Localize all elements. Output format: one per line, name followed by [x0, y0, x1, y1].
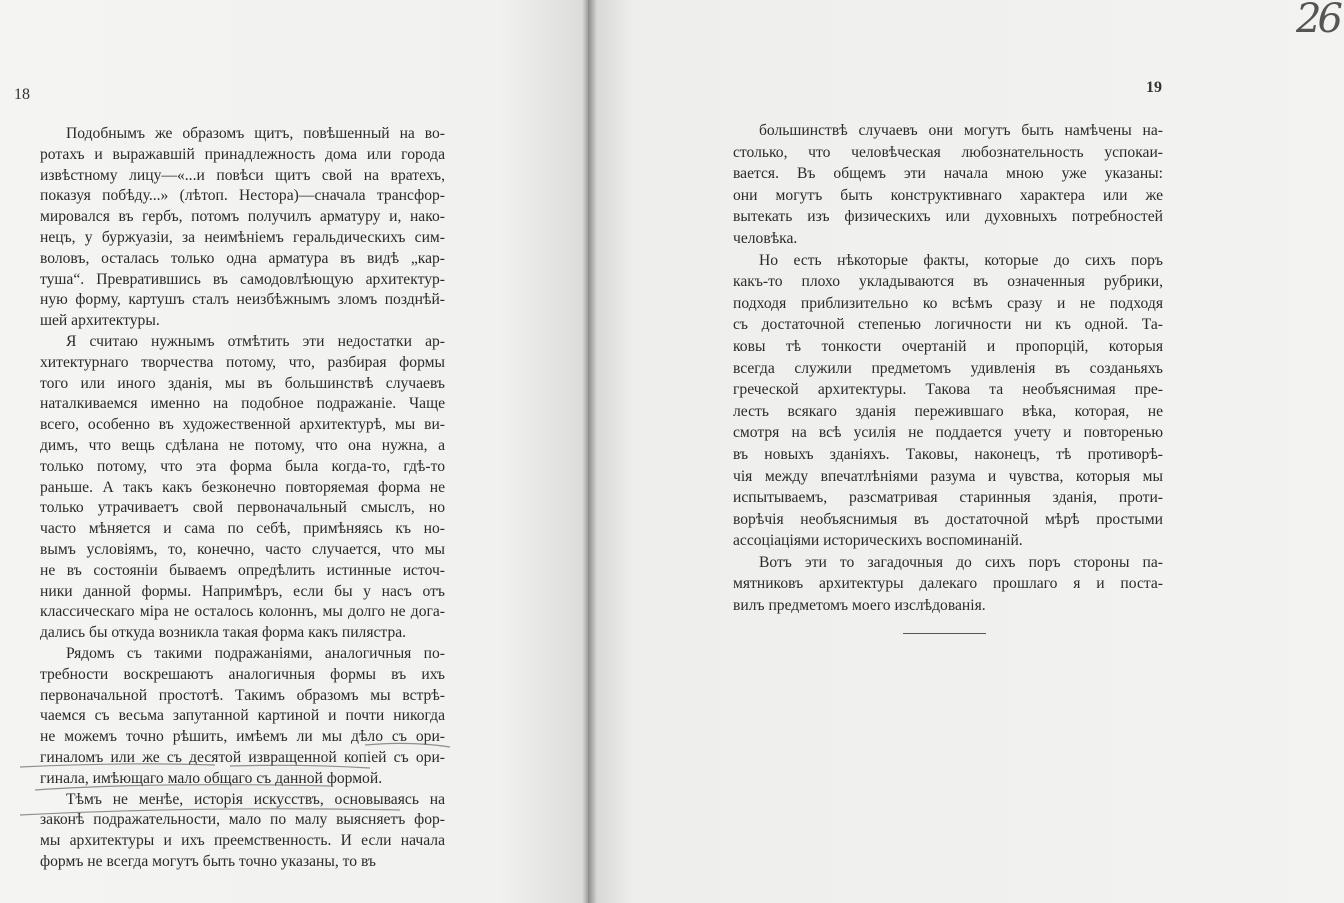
text-line: воловъ, осталась только одна арматура въ видѣ „кар- — [40, 249, 445, 267]
text-line: того или иного зданія, мы въ большинствѣ случаевъ — [40, 374, 445, 392]
text-line: ворѣчія необъяснимыя въ достаточной мѣрѣ простыми — [733, 510, 1163, 528]
text-line: туша“. Превратившись въ самодовлѣющую архитектур- — [40, 270, 445, 288]
text-line: всегда служили предметомъ удивленія въ созданьяхъ — [733, 359, 1163, 377]
text-line: не можемъ точно рѣшить, имѣемъ ли мы дѣло съ ори- — [40, 728, 445, 746]
text-line: большинствѣ случаевъ они могутъ быть намѣчены на- — [759, 122, 1163, 139]
text-line: ротахъ и выражавшій принадлежность дома или города — [40, 145, 445, 163]
text-line: подходя приблизительно ко всѣмъ сразу и не подходя — [733, 294, 1163, 312]
text-line: Вотъ эти то загадочныя до сихъ поръ стороны па- — [759, 553, 1163, 571]
text-line: человѣка. — [733, 229, 798, 247]
text-line: хитектурнаго творчества потому, что, разбирая формы — [40, 353, 445, 371]
text-line: чаемся съ весьма запутанной картиной и почти никогда — [40, 707, 445, 725]
text-line: гиналомъ или же съ десятой извращенной копіей съ ори- — [40, 748, 445, 766]
text-line: мы архитектуры и ихъ преемственность. И если начала — [40, 832, 445, 850]
text-line: Я считаю нужнымъ отмѣтить эти недостатки ар- — [66, 332, 445, 350]
text-line: испытываемъ, разсматривая старинныя зданія, проти- — [733, 489, 1163, 507]
text-line: чія между впечатлѣніями разума и чувства, которыя мы — [733, 467, 1163, 485]
text-line: раньше. А такъ какъ безконечно повторяемая форма не — [40, 478, 445, 496]
text-line: мятниковъ архитектуры далекаго прошлаго я и поста- — [733, 575, 1163, 593]
left-page-text — [40, 124, 445, 873]
text-line: Но есть нѣкоторые факты, которые до сихъ поръ — [759, 251, 1163, 269]
text-line: первоначальной простотѣ. Такимъ образомъ мы встрѣ- — [40, 686, 445, 704]
text-line: вается. Въ общемъ эти начала мною уже указаны: — [733, 165, 1163, 183]
text-line: законѣ подражательности, мало по малу выясняетъ фор- — [40, 811, 445, 829]
text-line: извѣстному лицу—«...и повѣси щитъ свой на вратехъ, — [40, 166, 445, 184]
text-line: часто мѣняется и сама по себѣ, примѣняясь къ но- — [40, 520, 445, 538]
text-line: формъ не всегда могутъ быть точно указаны, то въ — [40, 852, 376, 870]
text-line: столько, что человѣческая любознательность успокаи- — [733, 143, 1163, 161]
text-line: какъ-то плохо укладываются въ означенныя рубрики, — [733, 273, 1163, 291]
text-line: ассоціаціями историческихъ воспоминаній. — [733, 532, 1023, 550]
text-line: только потому, что эта форма была когда-то, гдѣ-то — [40, 457, 445, 475]
page-number-right: 19 — [1146, 79, 1162, 96]
text-line: смотря на всѣ усилія не поддается учету и повторенью — [733, 424, 1163, 442]
text-line: не въ состояніи бываемъ опредѣлить истинные источ- — [40, 561, 445, 579]
text-line: Тѣмъ не менѣе, исторія искусствъ, основываясь на — [66, 790, 445, 808]
text-line: ники данной формы. Напримѣръ, если бы у насъ отъ — [40, 582, 445, 600]
section-end-rule — [903, 633, 986, 634]
left-page — [0, 0, 588, 903]
text-line: классическаго міра не осталось колоннъ, мы долго не дога- — [40, 603, 445, 621]
text-line: ковы тѣ тонкости очертаній и пропорцій, которыя — [733, 337, 1163, 355]
text-line: димъ, что вещь сдѣлана не потому, что она нужна, а — [40, 436, 445, 454]
text-line: съ достаточной степенью логичности ни къ одной. Та- — [733, 316, 1163, 334]
page-number-left: 18 — [14, 86, 30, 103]
text-line: Рядомъ съ такими подражаніями, аналогичныя по- — [66, 644, 445, 662]
right-page-text — [733, 120, 1163, 617]
text-line: въ новыхъ зданіяхъ. Таковы, наконецъ, тѣ противорѣ- — [733, 445, 1163, 463]
text-line: лесть всякаго зданія пережившаго вѣка, которая, не — [733, 402, 1163, 420]
text-line: требности воскрешаютъ аналогичныя формы въ ихъ — [40, 665, 445, 683]
text-line: шей архитектуры. — [40, 312, 160, 330]
text-line: мировался въ гербъ, потомъ получилъ арматуру и, нако- — [40, 208, 445, 226]
text-line: дались бы откуда возникла такая форма какъ пилястра. — [40, 624, 407, 642]
text-line: вытекать изъ физическихъ или духовныхъ потребностей — [733, 208, 1163, 226]
text-line: гинала, имѣющаго мало общаго съ данной формой. — [40, 769, 383, 787]
text-line: только утрачиваетъ свой первоначальный смыслъ, но — [40, 499, 445, 517]
text-line: Подобнымъ же образомъ щитъ, повѣшенный на во- — [66, 125, 445, 142]
text-line: они могутъ быть конструктивнаго характера или же — [733, 186, 1163, 204]
handwritten-page-number: 26 — [1296, 0, 1339, 42]
text-line: наталкиваемся именно на подобное подражаніе. Чаще — [40, 395, 445, 413]
text-line: вымъ условіямъ, то, конечно, часто случается, что мы — [40, 540, 445, 558]
text-line: ную форму, картушъ сталъ неизбѣжнымъ зломъ позднѣй- — [40, 291, 445, 309]
text-line: показуя побѣду...» (лѣтоп. Нестора)—сначала трансфор- — [40, 187, 445, 205]
text-line: нецъ, у буржуазіи, за неимѣніемъ геральдическихъ сим- — [40, 228, 445, 246]
text-line: всего, особенно въ художественной архитектурѣ, мы ви- — [40, 416, 445, 434]
text-line: вилъ предметомъ моего изслѣдованія. — [733, 597, 986, 615]
text-line: греческой архитектуры. Такова та необъяснимая пре- — [733, 381, 1163, 399]
